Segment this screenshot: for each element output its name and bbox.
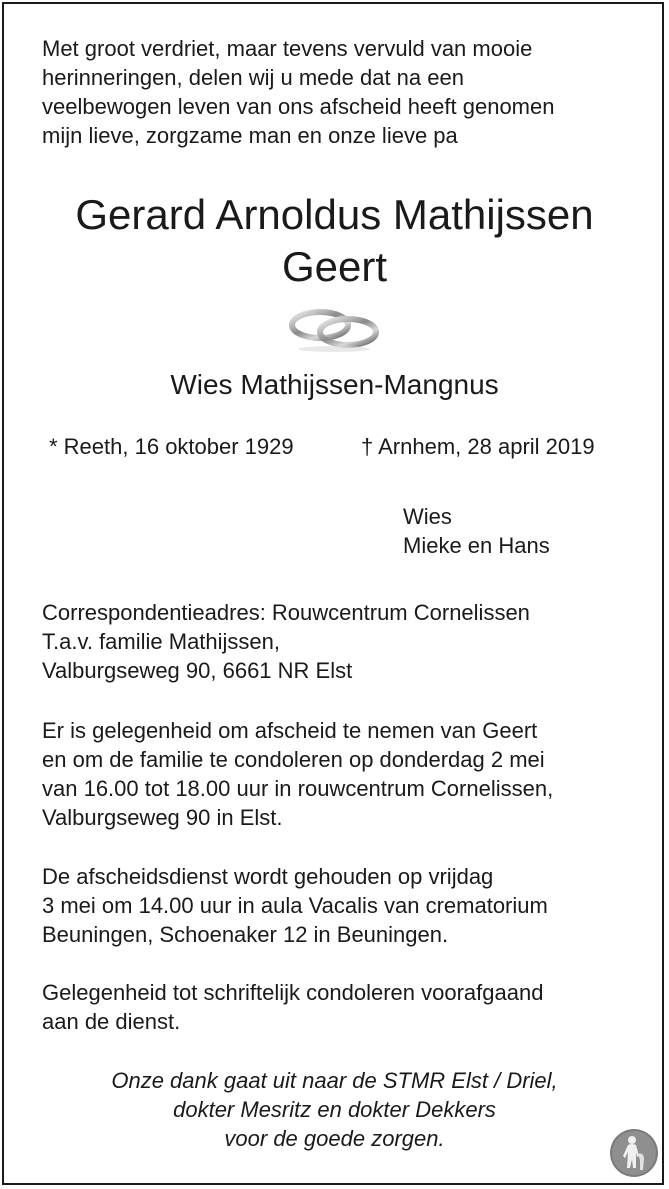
- deceased-full-name: Gerard Arnoldus Mathijssen: [75, 191, 594, 238]
- thanks-line: dokter Mesritz en dokter Dekkers: [173, 1097, 496, 1122]
- intro-line: mijn lieve, zorgzame man en onze lieve pa: [42, 123, 458, 148]
- address-line: Correspondentieadres: Rouwcentrum Cornelissen: [42, 600, 530, 625]
- death-info: † Arnhem, 28 april 2019: [361, 434, 595, 459]
- address-line: Valburgseweg 90, 6661 NR Elst: [42, 658, 353, 683]
- deceased-nickname: Geert: [281, 243, 388, 290]
- spouse-name: Wies Mathijssen-Mangnus: [170, 369, 499, 400]
- address-line: T.a.v. familie Mathijssen,: [42, 629, 281, 654]
- condolence-line: Gelegenheid tot schriftelijk condoleren voorafgaand: [42, 980, 544, 1005]
- thanks-line: voor de goede zorgen.: [224, 1126, 445, 1151]
- condolence-line: aan de dienst.: [42, 1009, 181, 1034]
- birth-info: * Reeth, 16 oktober 1929: [49, 434, 294, 459]
- correspondence-address: [42, 598, 642, 685]
- visitation-line: en om de familie te condoleren op donderdag 2 mei: [42, 747, 545, 772]
- visitation-info: [42, 716, 642, 832]
- service-line: 3 mei om 14.00 uur in aula Vacalis van crematorium: [42, 893, 548, 918]
- intro-line: Met groot verdriet, maar tevens vervuld van mooie: [42, 36, 533, 61]
- service-info: [42, 862, 642, 949]
- condolence-info: [42, 978, 642, 1036]
- signers: [403, 502, 550, 560]
- thanks-text: [0, 1066, 669, 1153]
- visitation-line: van 16.00 tot 18.00 uur in rouwcentrum Cornelissen,: [42, 776, 554, 801]
- service-line: De afscheidsdienst wordt gehouden op vrijdag: [42, 864, 494, 889]
- visitation-line: Valburgseweg 90 in Elst.: [42, 805, 283, 830]
- signer: Mieke en Hans: [403, 533, 550, 558]
- intro-line: veelbewogen leven van ons afscheid heeft genomen: [42, 94, 555, 119]
- intro-text: [42, 34, 642, 150]
- memorial-figure-icon: [609, 1128, 659, 1178]
- thanks-line: Onze dank gaat uit naar de STMR Elst / Driel,: [111, 1068, 558, 1093]
- signer: Wies: [403, 504, 452, 529]
- wedding-rings-icon: [288, 303, 380, 355]
- intro-line: herinneringen, delen wij u mede dat na een: [42, 65, 464, 90]
- service-line: Beuningen, Schoenaker 12 in Beuningen.: [42, 922, 449, 947]
- visitation-line: Er is gelegenheid om afscheid te nemen van Geert: [42, 718, 538, 743]
